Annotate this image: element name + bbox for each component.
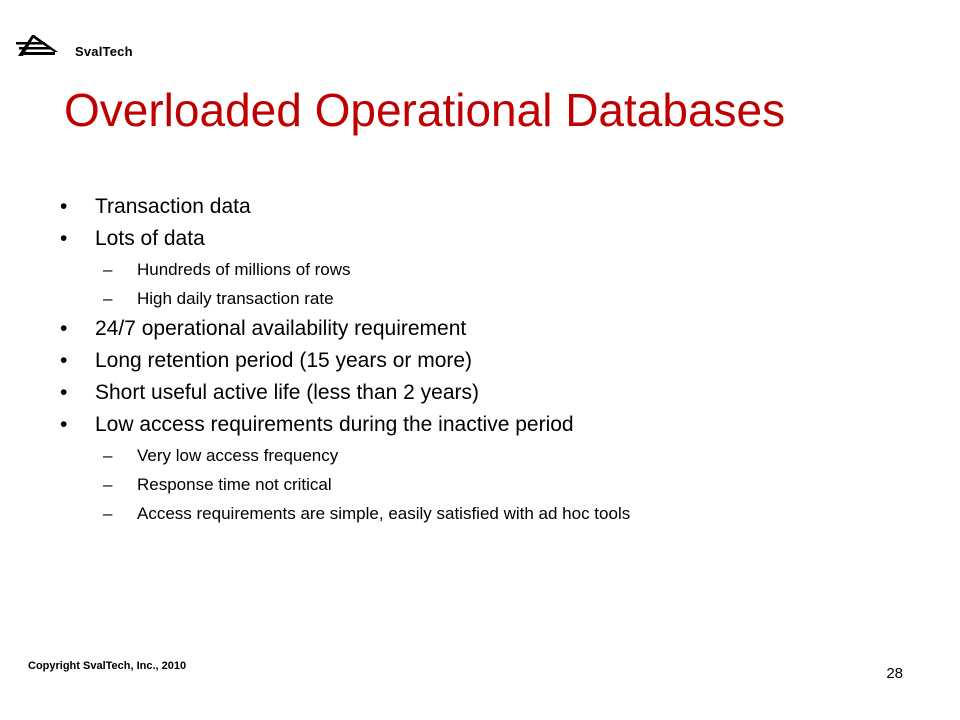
bullet-text: 24/7 operational availability requirement [95, 317, 467, 340]
sub-bullet-item [60, 255, 920, 284]
bullet-marker: • [60, 349, 68, 372]
sub-bullet-text: Hundreds of millions of rows [137, 260, 351, 279]
bullet-item [60, 377, 920, 409]
sub-bullet-text: High daily transaction rate [137, 289, 334, 308]
sub-bullet-marker: – [103, 289, 113, 308]
sub-bullet-marker: – [103, 475, 113, 494]
bullet-item [60, 409, 920, 441]
copyright-notice: Copyright SvalTech, Inc., 2010 [28, 660, 187, 672]
sub-bullet-item [60, 470, 920, 499]
bullet-item [60, 223, 920, 255]
bullet-list [60, 191, 920, 528]
bullet-item [60, 191, 920, 223]
brand-name: SvalTech [75, 44, 133, 59]
sub-bullet-text: Access requirements are simple, easily satisfied with ad hoc tools [137, 504, 631, 523]
bullet-marker: • [60, 413, 68, 436]
sub-bullet-marker: – [103, 446, 113, 465]
bullet-text: Long retention period (15 years or more) [95, 349, 473, 372]
bullet-text: Lots of data [95, 227, 205, 250]
sub-bullet-item [60, 441, 920, 470]
bullet-text: Transaction data [95, 195, 251, 218]
bullet-marker: • [60, 381, 68, 404]
page-number: 28 [886, 665, 903, 682]
bullet-item [60, 345, 920, 377]
svaltech-logo-icon [14, 30, 60, 60]
sub-bullet-item [60, 284, 920, 313]
bullet-item [60, 313, 920, 345]
sub-bullet-item [60, 499, 920, 528]
bullet-marker: • [60, 227, 68, 250]
sub-bullet-text: Response time not critical [137, 475, 332, 494]
bullet-text: Short useful active life (less than 2 years) [95, 381, 480, 404]
bullet-text: Low access requirements during the inactive period [95, 413, 574, 436]
bullet-marker: • [60, 317, 68, 340]
sub-bullet-marker: – [103, 260, 113, 279]
bullet-marker: • [60, 195, 68, 218]
slide-title: Overloaded Operational Databases [64, 84, 786, 136]
sub-bullet-marker: – [103, 504, 113, 523]
sub-bullet-text: Very low access frequency [137, 446, 339, 465]
